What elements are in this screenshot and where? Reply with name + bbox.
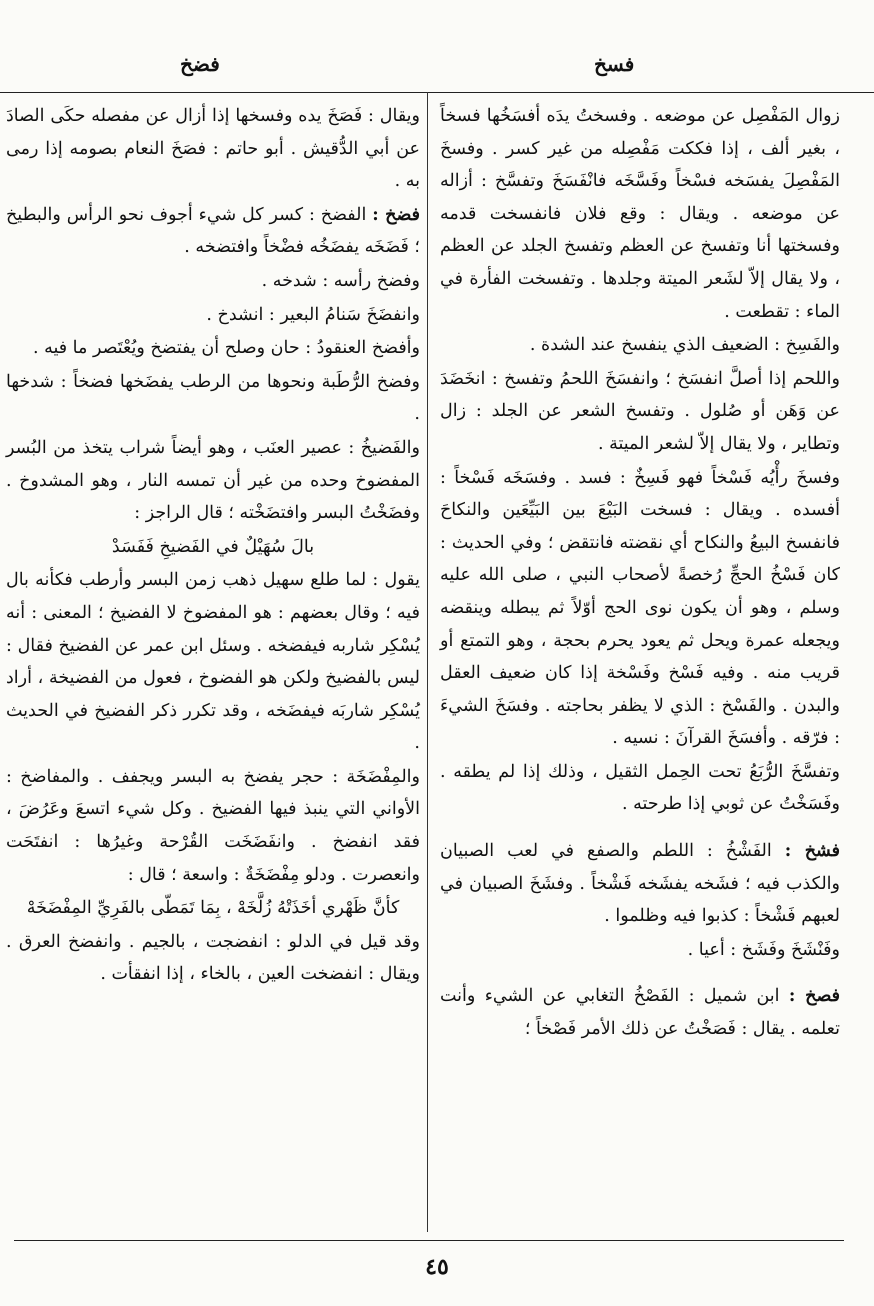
verse-line: كأنَّ ظَهْري أخَذَتْهُ زُلَّخَهْ ، بِمَا تَمَطّى بالفَرِيِّ المِفْضَخَهْ — [26, 898, 400, 919]
entry-paragraph: وفَنْشَخَ وفَشَخ : أعيا . — [687, 939, 840, 960]
entry-paragraph: فضخ : الفضخ : كسر كل شيء أجوف نحو الرأس والبطيخ ؛ فَضَخَه يفضَخُه فضْخاً وافتضخه . — [6, 204, 420, 258]
headword: فضخ : — [372, 204, 420, 225]
bottom-rule — [14, 1240, 844, 1241]
entry-paragraph: وانفضَخَ سَنامُ البعير : انشدخ . — [206, 304, 420, 325]
entry-paragraph: والفَضيخُ : عصير العنَب ، وهو أيضاً شراب يتخذ من البُسر المفضوخ وحده من غير أن تمسه النار ، وهو المشدوخ . وفضَخْتُ البسر وافتضَخْته ؛ قال الراجز : — [6, 437, 420, 524]
entry-paragraph: وفسخَ رأْيُه فَسْخاً فهو فَسِخٌ : فسد . وفسَخَه فَسْخاً : أفسده . ويقال : فسخت البَيْعَ بين البَيِّعَين والنكاحَ فانفسخ البيعُ والنكاح أي نقضته فانتقض ؛ وفي الحديث : كان فَسْخُ الحجِّ رُخصةً لأصحاب النبي ، صلى الله عليه وسلم ، وهو أن يكون نوى الحج أوّلاً ثم يبطله وينقضه ويجعله عمرة ويحل ثم يعود يحرم بحجة ، وهو التمتع أو قريب منه . وفيه فَسْخ وفَسْخة إذا كان ضعيف العقل والبدن . والفَسْخ : الذي لا يظفر بحاجته . وفسَخَ الشيءَ : فرّقه . وأفسَخَ القرآنَ : نسيه . — [440, 467, 840, 749]
right-column — [440, 100, 840, 1046]
entry-paragraph: وفضخ الرُّطَبة ونحوها من الرطب يفضَخها فضخاً : شدخها . — [6, 371, 420, 425]
entry-paragraph: زوال المَفْصِل عن موضعه . وفسختُ يدَه أفسَخُها فسخاً ، بغير ألف ، إذا فككت مَفْصِله من غير كسر . وفسخَ المَفْصِلَ يفسَخه فسْخاً وفَسَّخَه فانْفَسَخَ وتفسَّخ : أزاله عن موضعه . ويقال : وقع فلان فانفسخت قدمه وفسختها أنا وتفسخ عن العظم وتفسخ الجلد عن العظم ، ولا يقال إلاّ لشَعر الميتة وجلدها . وتفسخت الفأرة في الماء : تقطعت . — [440, 106, 840, 322]
entry-paragraph: فصخ : ابن شميل : الفَصْخُ التغابي عن الشيء وأنت تعلمه . يقال : فَصَخْتُ عن ذلك الأمر فَصْخاً ؛ — [440, 986, 840, 1040]
entry-paragraph: فشخ : الفَشْخُ : اللطم والصفع في لعب الصبيان والكذب فيه ؛ فشَخه يفشَخه فَشْخاً . وفشَخَ الصبيان في لعبهم فَشْخاً : كذبوا فيه وظلموا . — [440, 841, 840, 927]
entry-paragraph: والمِفْضَخَة : حجر يفضخ به البسر ويجفف . والمفاضخ : الأواني التي ينبذ فيها الفضيخ . وكل شيء اتسعَ وعَرُضَ ، فقد انفضخ . وانفَضَخَت القُرْحة وغيرُها : انفتَحَت وانعصرت . ودلو مِفْضَخَةٌ : واسعة ؛ قال : — [6, 766, 420, 885]
header-right-word: فسخ — [594, 52, 635, 76]
top-rule — [0, 92, 874, 93]
entry-paragraph: يقول : لما طلع سهيل ذهب زمن البسر وأرطب فكأنه بال فيه ؛ وقال بعضهم : هو المفضوخ لا الفضيخ ؛ المعنى : أنه يُسْكِر شاربه فيفضخه . وسئل ابن عمر عن الفضيخ فقال : ليس بالفضيخ ولكن هو الفضوخ ، فعول من الفضيخة ، أراد يُسْكِر شاربَه فيفضَخه ، وقد تكرر ذكر الفضيخ في الحديث . — [6, 570, 420, 754]
headword: فصخ : — [788, 986, 840, 1007]
entry-paragraph: والفَسِخ : الضعيف الذي ينفسخ عند الشدة . — [529, 335, 840, 356]
entry-paragraph: واللحم إذا أصلَّ انفسَخ ؛ وانفسَخَ اللحمُ وتفسخ : انخَضَدَ عن وَهَن أو صُلول . وتفسخ الشعر عن الجلد : زال وتطاير ، ولا يقال إلاّ لشعر الميتة . — [440, 368, 840, 454]
column-divider — [427, 92, 428, 1232]
entry-paragraph: وتفسَّخَ الرُّبَعُ تحت الحِمل الثقيل ، وذلك إذا لم يطقه . وفَسَخْتُ عن ثوبي إذا طرحته . — [440, 761, 840, 815]
entry-paragraph: وأفضخ العنقودُ : حان وصلح أن يفتضخ ويُعْتَصر ما فيه . — [32, 338, 420, 359]
verse-line: بالَ سُهَيْلٌ في الفَضيخِ فَفَسَدْ — [111, 536, 315, 557]
header-left-word: فضخ — [180, 52, 220, 76]
left-column — [6, 100, 420, 991]
page-number: ٤٥ — [425, 1254, 449, 1280]
entry-paragraph: ويقال : فَصَخَ يده وفسخها إذا أزال عن مفصله حكَى الصادَ عن أبي الدُّقيش . أبو حاتم : فصَخَ النعام بصومه إذا رمى به . — [6, 106, 420, 192]
headword: فشخ : — [784, 841, 840, 862]
entry-paragraph: وفضخ رأسه : شدخه . — [261, 270, 420, 291]
entry-paragraph: وقد قيل في الدلو : انفضجت ، بالجيم . وانفضخ العرق . ويقال : انفضخت العين ، بالخاء ، إذا انفقأت . — [6, 931, 420, 985]
